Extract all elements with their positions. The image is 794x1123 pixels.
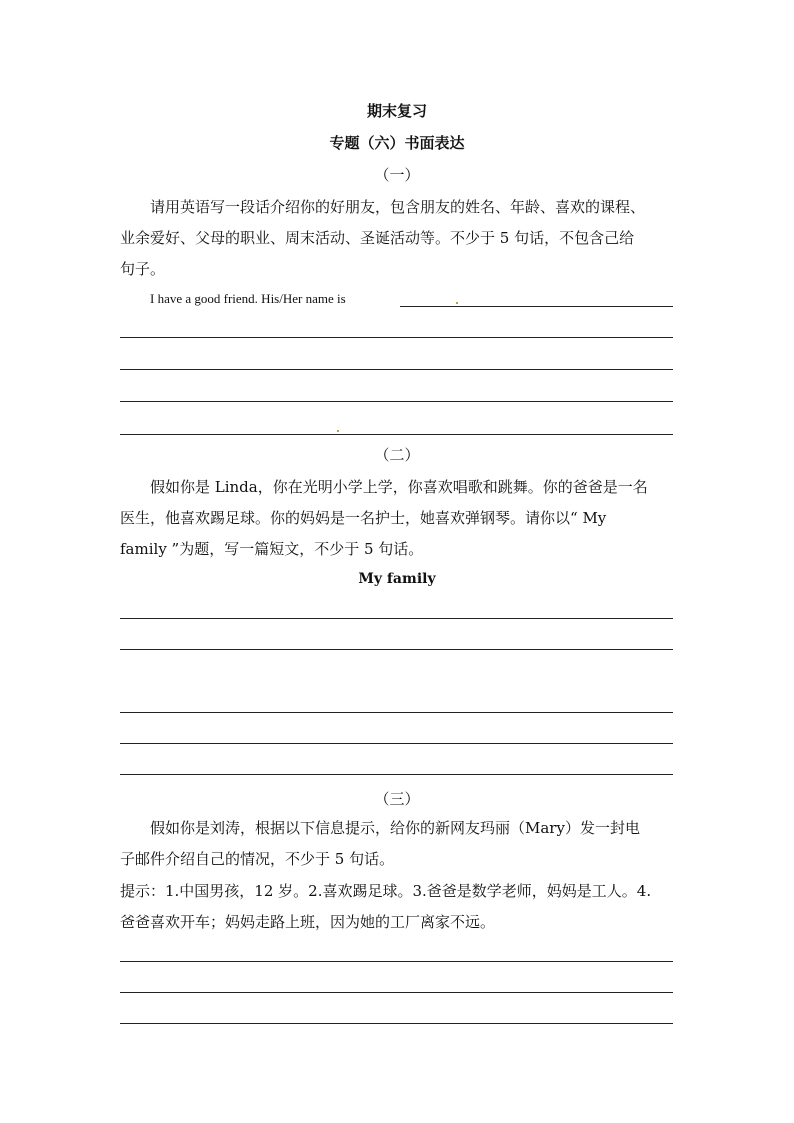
section2-writing-line-5[interactable] [120,774,673,775]
page-title: 期末复习 [366,102,427,120]
section1-writing-line-3[interactable] [120,401,673,402]
ink-dot [456,302,458,304]
section3-heading: （三） [374,790,420,808]
essay-title: My family [358,571,436,587]
section2-writing-line-3[interactable] [120,712,673,713]
section3-writing-line-3[interactable] [120,1023,673,1024]
name-answer-blank[interactable] [400,306,673,307]
section1-prompt-line-3: 句子。 [120,260,166,278]
section2-prompt-line-3: family ”为题，写一篇短文，不少于 5 句话。 [120,540,424,558]
section2-writing-line-2[interactable] [120,649,673,650]
ink-dot [337,430,339,432]
section3-hint-line-1: 提示：1.中国男孩，12 岁。2.喜欢踢足球。3.爸爸是数学老师，妈妈是工人。4. [120,882,652,900]
section2-prompt-line-1: 假如你是 Linda，你在光明小学上学，你喜欢唱歌和跳舞。你的爸爸是一名 [150,478,648,496]
section3-hint-line-2: 爸爸喜欢开车；妈妈走路上班，因为她的工厂离家不远。 [120,913,496,931]
section2-writing-line-4[interactable] [120,743,673,744]
section3-writing-line-2[interactable] [120,992,673,993]
section1-heading: （一） [374,166,420,184]
section3-writing-line-1[interactable] [120,961,673,962]
section1-prompt-line-2: 业余爱好、父母的职业、周末活动、圣诞活动等。不少于 5 句话，不包含己给 [120,229,635,247]
section2-heading: （二） [374,446,420,464]
section1-writing-line-2[interactable] [120,369,673,370]
section1-lead-sentence: I have a good friend. His/Her name is [150,291,346,306]
section1-writing-line-4[interactable] [120,434,673,435]
section1-writing-line-1[interactable] [120,337,673,338]
section3-prompt-line-2: 子邮件介绍自己的情况，不少于 5 句话。 [120,850,395,868]
section2-writing-line-1[interactable] [120,618,673,619]
section1-prompt-line-1: 请用英语写一段话介绍你的好朋友，包含朋友的姓名、年龄、喜欢的课程、 [150,198,646,216]
section2-prompt-line-2: 医生，他喜欢踢足球。你的妈妈是一名护士，她喜欢弹钢琴。请你以“ My [120,509,607,527]
page-subtitle: 专题（六）书面表达 [329,134,465,152]
section3-prompt-line-1: 假如你是刘涛，根据以下信息提示，给你的新网友玛丽（Mary）发一封电 [150,819,640,837]
